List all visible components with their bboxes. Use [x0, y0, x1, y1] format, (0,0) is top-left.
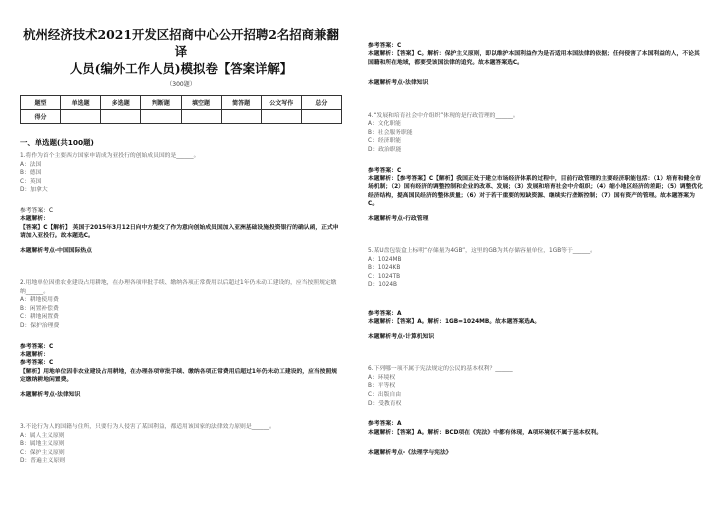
analysis-label: 本题解析：	[20, 351, 49, 358]
reference-answer: 参考答案：A	[368, 421, 402, 428]
option: D：加拿大	[20, 187, 48, 194]
option: B：1024KB	[368, 265, 401, 272]
option: C：经济职能	[368, 138, 402, 145]
option: B：属地主义原则	[20, 441, 65, 448]
left-column	[20, 0, 342, 466]
analysis-label: 本题解析：	[20, 216, 49, 223]
option: A：法国	[20, 161, 42, 168]
document-subtitle: （300题）	[166, 81, 196, 88]
score-cell	[101, 110, 141, 124]
option: B：德国	[20, 170, 42, 177]
option: A：文化职能	[368, 121, 401, 128]
score-header-cell: 题型	[21, 96, 61, 110]
reference-answer: 参考答案：C	[368, 167, 402, 174]
answer-block-4	[368, 167, 703, 209]
option: B：平等权	[368, 383, 396, 390]
right-column	[368, 42, 703, 457]
analysis-text: 本题解析：【答案】A。解析：1GB=1024MB。故本题答案选A。	[368, 319, 541, 326]
option: B：社会服务职能	[368, 129, 413, 136]
score-table	[20, 95, 342, 124]
option: A：环境权	[368, 374, 396, 381]
score-header-cell: 多选题	[101, 96, 141, 110]
score-cell	[141, 110, 181, 124]
question-2	[20, 279, 342, 331]
score-header-cell: 判断题	[141, 96, 181, 110]
score-cell	[221, 110, 261, 124]
answer-block-5	[368, 310, 703, 327]
analysis-text: 本题解析：【答案】C。解析：保护主义原则，即以维护本国利益作为是否适用本国法律的依据；任何侵害了本国利益的人，不论其国籍和所在地域，都要受该国法律的追究。故本题答案选C。	[368, 51, 700, 66]
question-stem: 4.“发展和培育社会中介组织”体现的是行政管理的______。	[368, 112, 519, 119]
option: C：耕地闲置费	[20, 314, 59, 321]
option: B：闲置补偿费	[20, 305, 59, 312]
answer-block-6	[368, 420, 703, 437]
score-header-cell: 总分	[301, 96, 341, 110]
score-cell	[61, 110, 101, 124]
option: C：1024TB	[368, 273, 401, 280]
question-stem: 1.将作为首个主要西方国家申请成为亚投行的创始成员国的是______。	[20, 153, 200, 159]
option: A：1024MB	[368, 256, 402, 263]
option: C：出版自由	[368, 392, 402, 398]
score-row-label: 得分	[21, 110, 61, 124]
option: C：保护主义原则	[20, 449, 65, 456]
question-4	[368, 112, 703, 155]
score-header-cell: 简答题	[221, 96, 261, 110]
analysis-text: 【答案】C【解析】 英国于2015年3月12日向中方提交了作为意向创始成员国加入亚洲基础设施投资银行的确认函，正式申请加入亚投行。故本题选C。	[20, 224, 339, 240]
analysis-text: 【解析】用地单位因非农业建设占用耕地，在办理各项审批手续、缴纳各项正常费用后超过1年仍未动工建设的，应当按照规定缴纳耕地闲置费。	[20, 368, 338, 384]
reference-answer: 参考答案：C	[20, 343, 54, 350]
knowledge-point: 本题解析考点-中国国际热点	[20, 247, 92, 254]
question-stem: 5.某U盘包装盒上标明“存储量为4GB”，这里的GB为其存储容量单位，1GB等于______。	[368, 248, 596, 255]
option: A：耕地使用费	[20, 297, 59, 304]
score-header-cell: 公文写作	[261, 96, 301, 110]
reference-answer: 参考答案：C	[20, 207, 54, 214]
answer-block-2	[20, 343, 342, 385]
title-line-2: 人员(编外工作人员)模拟卷【答案详解】	[69, 61, 293, 76]
option: C：英国	[20, 178, 42, 185]
score-header-cell: 填空题	[181, 96, 221, 110]
question-6	[368, 365, 703, 408]
option: D：政治职能	[368, 147, 402, 153]
score-table-header-row	[21, 96, 342, 110]
answer-block-1	[20, 207, 342, 241]
reference-answer: 参考答案：C	[368, 43, 402, 49]
question-stem: 2.用地单位因重农业建设占用耕地，在办理各项审批手续、缴纳各项正常费用以后超过1年仍未动工建设的，应当按照规定缴纳______。	[20, 280, 337, 295]
question-3	[20, 423, 342, 466]
answer-block-3	[368, 42, 703, 67]
option: D：1024B	[368, 282, 397, 289]
knowledge-point: 本题解析考点-《法理学与宪法》	[368, 450, 452, 456]
question-stem: 3.不论行为人的国籍与住所，只要行为人侵害了某国利益，都适用该国家的法律效力原则是______。	[20, 424, 275, 430]
option: A：属人主义原则	[20, 432, 65, 439]
score-cell	[261, 110, 301, 124]
score-cell	[181, 110, 221, 124]
analysis-text: 本题解析：【答案】A。解析：BCD项在《宪法》中都有体现，A项环境权不属于基本权利。	[368, 429, 603, 436]
option: D：受教育权	[368, 400, 402, 407]
knowledge-point: 本题解析考点-行政管理	[368, 215, 429, 222]
reference-answer: 参考答案：A	[368, 311, 402, 317]
title-line-1: 杭州经济技术2021开发区招商中心公开招聘2名招商兼翻译	[23, 27, 339, 59]
question-1	[20, 152, 342, 195]
option: D：普遍主义原则	[20, 458, 66, 465]
section-title: 一、单选题(共100题)	[20, 138, 94, 147]
question-stem: 6.下列哪一项不属于宪法规定的公民的基本权利？______	[368, 366, 513, 373]
score-header-cell: 单选题	[61, 96, 101, 110]
knowledge-point: 本题解析考点-法律知识	[20, 391, 81, 398]
score-cell	[301, 110, 341, 124]
reference-answer-repeat: 参考答案：C	[20, 360, 54, 367]
knowledge-point: 本题解析考点-计算机知识	[368, 333, 435, 340]
document-title	[20, 26, 342, 77]
option: D：保护治理费	[20, 322, 60, 329]
question-5	[368, 247, 703, 290]
knowledge-point: 本题解析考点-法律知识	[368, 80, 429, 87]
analysis-text: 本题解析：【参考答案】C【解析】我国正处于建立市场经济体系的过程中，目前行政管理的主要经济职能包括：（1）培育和健全市场机制；（2）国有经济的调整控制和企业的改革、发展；（3）发展和培育社会中介组织；（4）缩小地区经济的差距；（5）调整优化经济结构，提高国民经济的整体质量；（6）对于若干重要的短缺资源、继续实行垄断控制；（7）国有资产的管理。故本题答案为C。	[368, 176, 703, 208]
score-table-score-row	[21, 110, 342, 124]
